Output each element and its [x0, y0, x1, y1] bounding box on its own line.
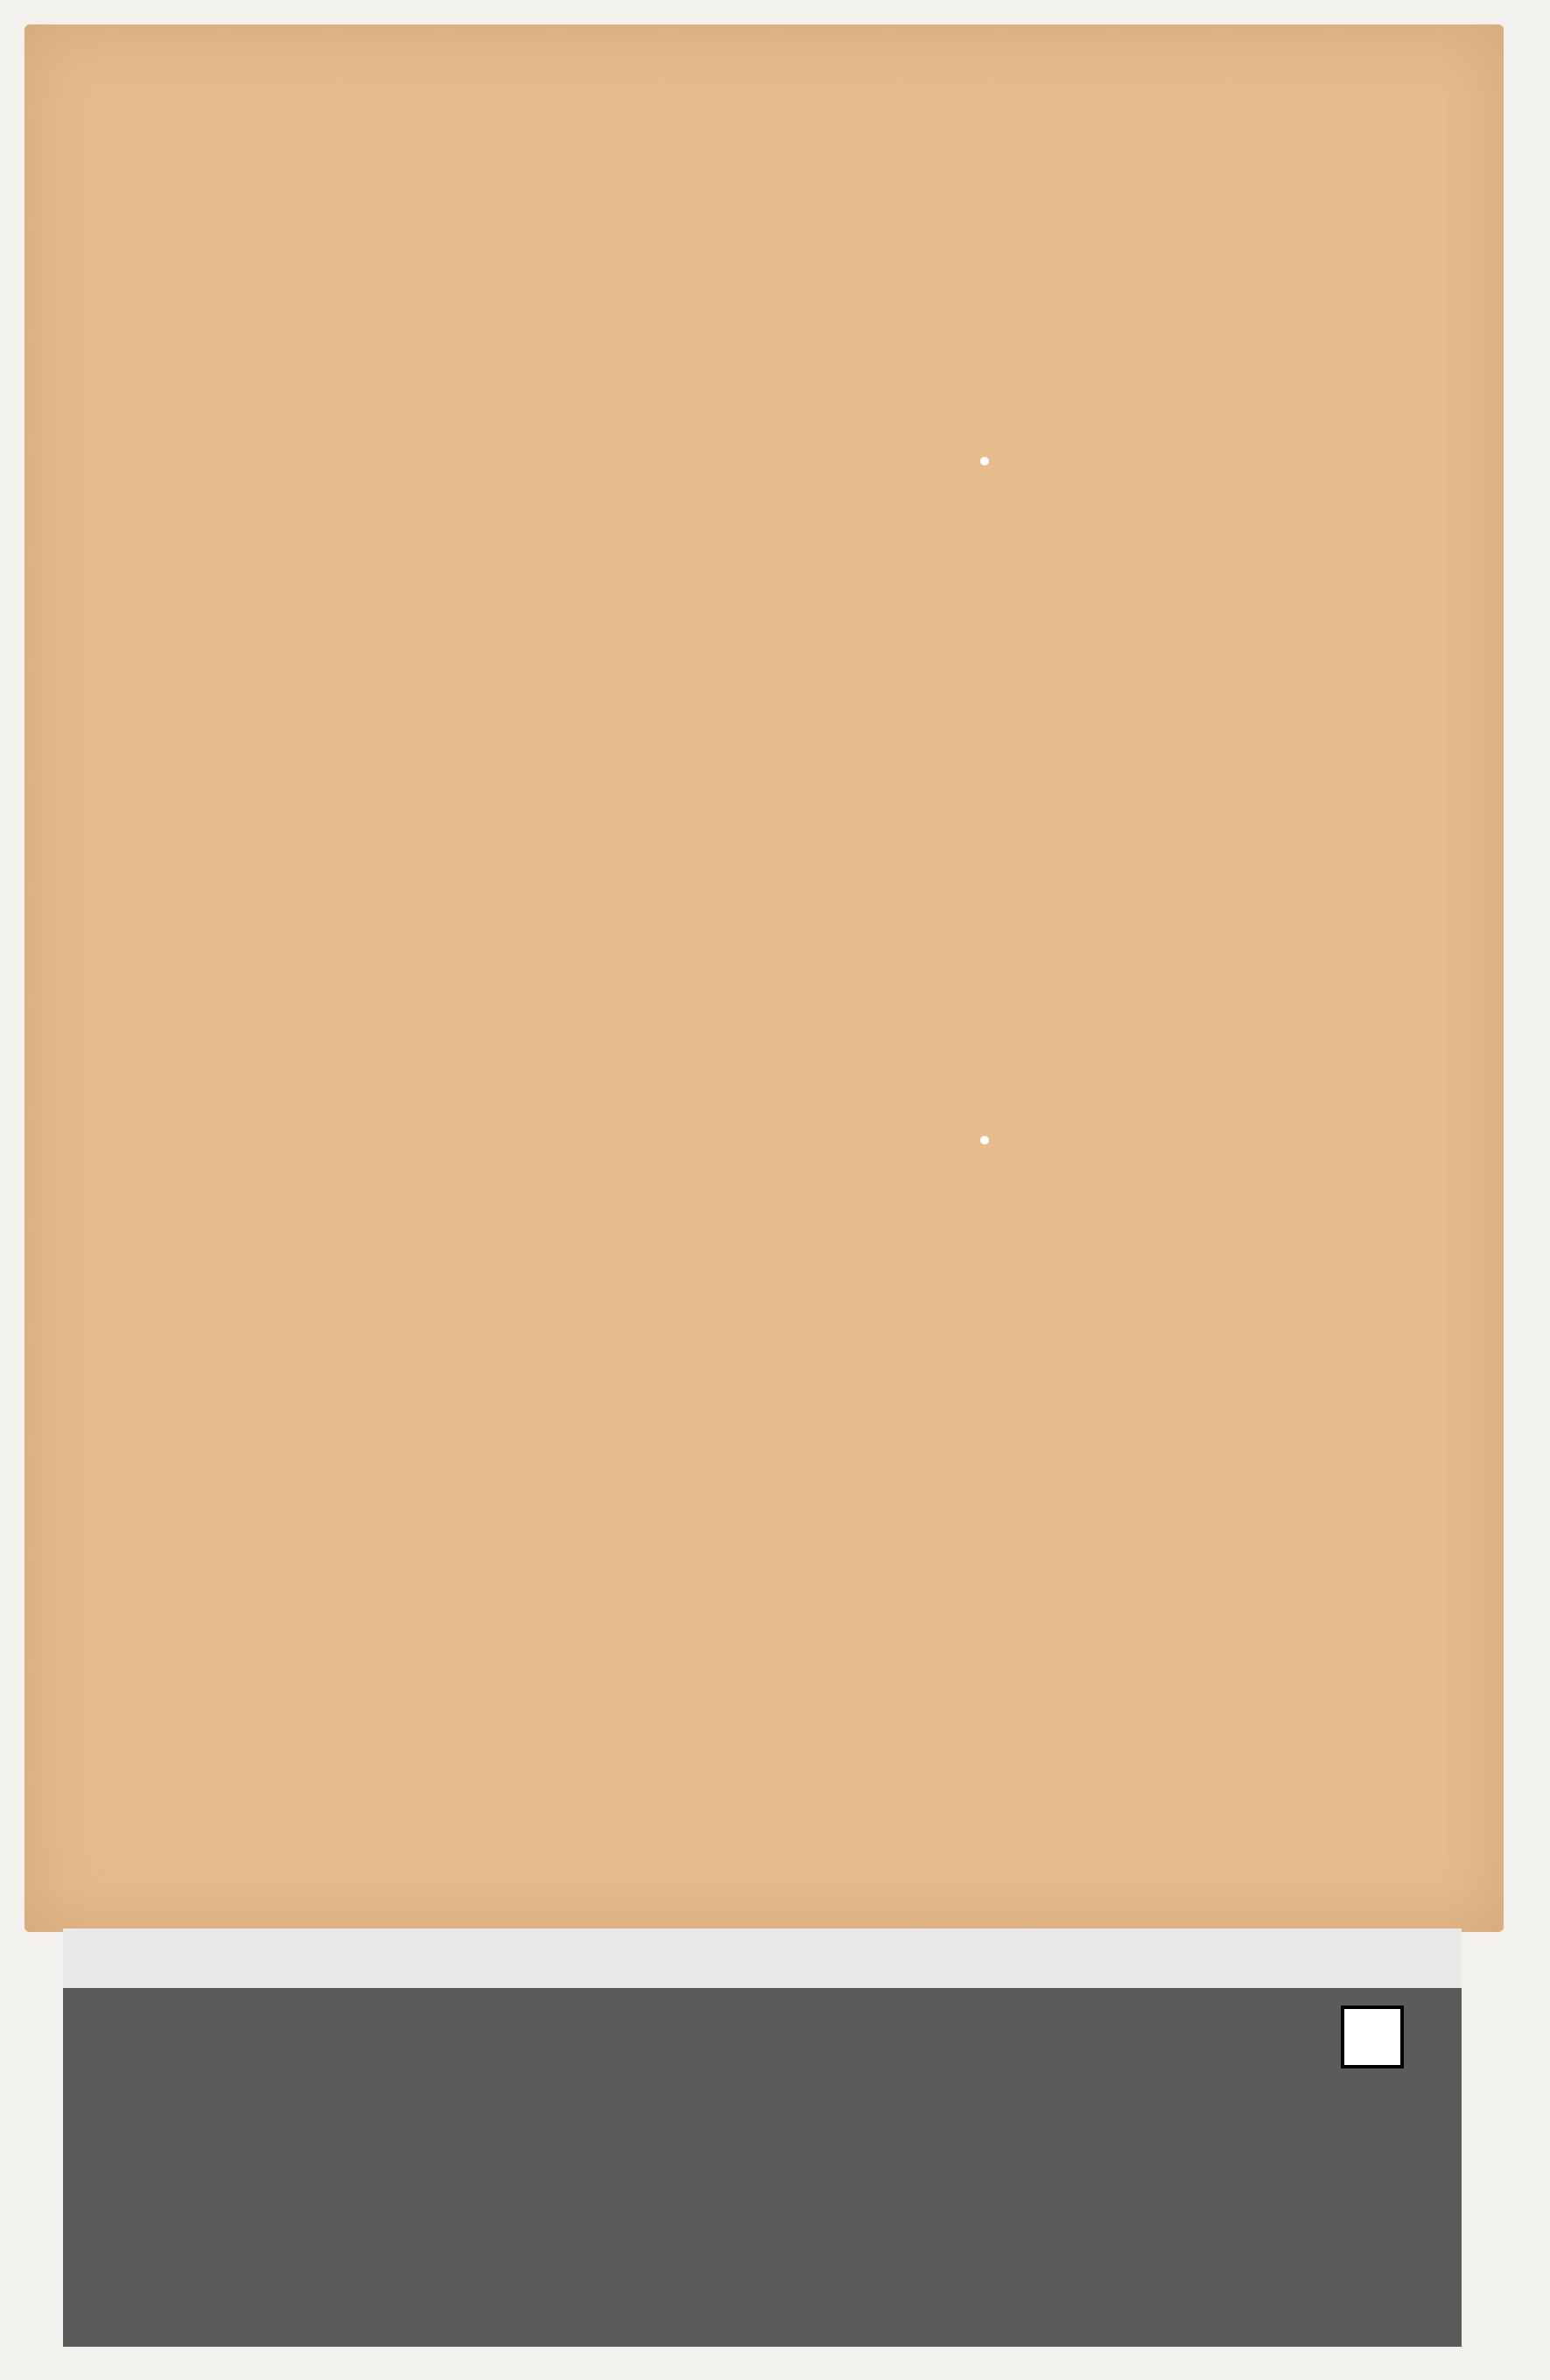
kodak-logo [1341, 2006, 1404, 2068]
punch-hole [980, 1136, 989, 1144]
document-page [25, 24, 1504, 1932]
color-patches [63, 2110, 1462, 2347]
kodak-color-bar [63, 1928, 1462, 2347]
punch-hole [980, 457, 989, 466]
ruler [63, 1928, 1462, 1988]
